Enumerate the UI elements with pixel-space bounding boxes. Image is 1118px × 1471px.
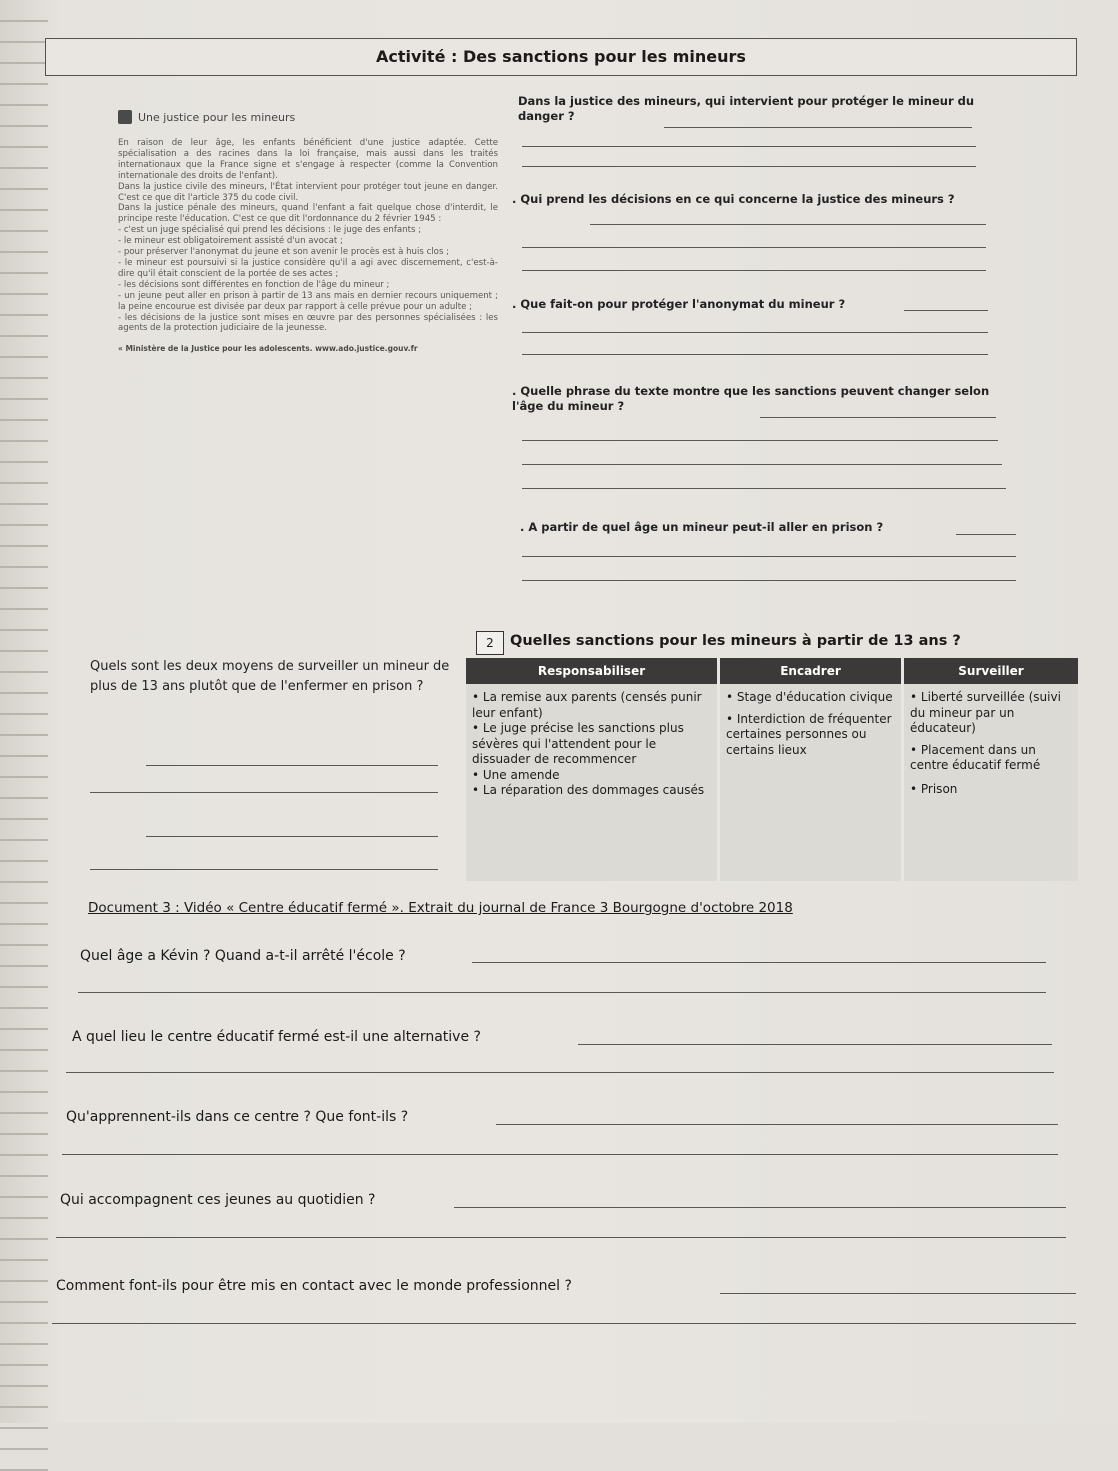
answer-line[interactable] [56,1237,1066,1238]
answer-line[interactable] [522,354,988,355]
answer-line[interactable] [720,1293,1076,1294]
doc1-body [118,138,498,334]
list-item: • Interdiction de fréquenter certaines personnes ou certains lieux [726,711,892,757]
answer-line[interactable] [62,1154,1058,1155]
list-item: • Liberté surveillée (suivi du mineur par un éducateur) [910,690,1061,735]
question-text: Dans la justice des mineurs, qui intervient pour protéger le mineur du danger ? [518,94,975,123]
doc1-paragraph: Dans la justice pénale des mineurs, quand l'enfant a fait quelque chose d'interdit, le principe reste l'éducation. C'est ce que dit l'ordonnance du 2 février 1945 : [118,203,498,225]
document-1 [118,110,498,353]
left-question [90,657,450,697]
list-item: • Prison [910,781,958,796]
doc1-paragraph: - un jeune peut aller en prison à partir de 13 ans mais en dernier recours uniquement ; la peine encourue est divisée par deux par rapport à celle prévue pour un adulte ; [118,290,498,312]
question-4 [512,384,1002,414]
doc1-paragraph: - c'est un juge spécialisé qui prend les décisions : le juge des enfants ; [118,225,422,236]
answer-line[interactable] [522,580,1016,581]
column-header: Surveiller [904,658,1078,684]
column-body [904,684,1078,803]
list-item: • Le juge précise les sanctions plus sévères qui l'attendent pour le dissuader de recommencer [472,721,684,766]
list-item: • Une amende [472,767,560,782]
video-question-4: Qui accompagnent ces jeunes au quotidien ? [60,1192,376,1208]
doc1-heading-text: Une justice pour les mineurs [138,110,296,124]
title-box [45,38,1077,76]
column-body [720,684,901,764]
sanctions-table [466,658,1078,881]
answer-line[interactable] [522,146,976,147]
question-text: . Quelle phrase du texte montre que les sanctions peuvent changer selon l'âge du mineur ? [512,384,990,413]
question-2 [512,192,990,207]
answer-line[interactable] [52,1323,1076,1324]
answer-line[interactable] [454,1207,1066,1208]
doc1-paragraph: - les décisions de la justice sont mises en œuvre par des personnes spécialisées : les agents de la protection judiciaire de la jeunesse. [118,312,498,334]
column-header: Encadrer [720,658,901,684]
answer-line[interactable] [496,1124,1058,1125]
answer-line[interactable] [664,127,972,128]
answer-line[interactable] [522,556,1016,557]
answer-line[interactable] [590,224,986,225]
answer-line[interactable] [522,464,1002,465]
doc2-number-badge: 2 [476,631,504,655]
answer-line[interactable] [578,1044,1052,1045]
answer-line[interactable] [472,962,1046,963]
doc1-paragraph: - les décisions sont différentes en fonction de l'âge du mineur ; [118,279,390,290]
doc2-title: Quelles sanctions pour les mineurs à partir de 13 ans ? [510,633,961,649]
document-2 [466,631,1078,881]
page-title: Activité : Des sanctions pour les mineurs [376,47,746,66]
answer-line[interactable] [90,792,438,793]
question-text: . Que fait-on pour protéger l'anonymat du mineur ? [512,297,846,311]
question-text: Quels sont les deux moyens de surveiller un mineur de plus de 13 ans plutôt que de l'enfermer en prison ? [90,659,450,694]
doc1-number-badge [118,110,132,124]
answer-line[interactable] [522,332,988,333]
answer-line[interactable] [956,534,1016,535]
answer-line[interactable] [66,1072,1054,1073]
doc1-source: « Ministère de la Justice pour les adolescents. www.ado.justice.gouv.fr [118,344,418,354]
doc1-paragraph: - pour préserver l'anonymat du jeune et son avenir le procès est à huis clos ; [118,247,450,258]
column-encadrer [720,658,904,881]
answer-line[interactable] [146,765,438,766]
doc1-paragraph: - le mineur est obligatoirement assisté d'un avocat ; [118,236,343,247]
answer-line[interactable] [760,417,996,418]
video-question-1: Quel âge a Kévin ? Quand a-t-il arrêté l'école ? [80,948,406,964]
answer-line[interactable] [78,992,1046,993]
question-1 [518,94,988,124]
question-text: . Qui prend les décisions en ce qui concerne la justice des mineurs ? [512,192,955,206]
doc1-paragraph: - le mineur est poursuivi si la justice considère qu'il a agi avec discernement, c'est-à-dire qu'il était conscient de la portée de ses actes ; [118,257,498,279]
question-text: . A partir de quel âge un mineur peut-il aller en prison ? [520,520,884,534]
column-body [466,684,717,805]
list-item: • Stage d'éducation civique [726,690,893,704]
column-responsabiliser [466,658,720,881]
answer-line[interactable] [522,488,1006,489]
video-question-2: A quel lieu le centre éducatif fermé est-il une alternative ? [72,1029,481,1045]
answer-line[interactable] [522,247,986,248]
answer-line[interactable] [146,836,438,837]
list-item: • Placement dans un centre éducatif fermé [910,742,1041,772]
column-surveiller [904,658,1078,881]
doc1-heading [118,110,498,124]
answer-line[interactable] [90,869,438,870]
binder-stripes [0,20,48,1420]
column-header: Responsabiliser [466,658,717,684]
answer-line[interactable] [522,440,998,441]
video-question-3: Qu'apprennent-ils dans ce centre ? Que font-ils ? [66,1109,409,1125]
list-item: • La remise aux parents (censés punir leur enfant) [472,690,702,720]
video-question-5: Comment font-ils pour être mis en contact avec le monde professionnel ? [56,1278,572,1294]
answer-line[interactable] [522,166,976,167]
doc1-paragraph: Dans la justice civile des mineurs, l'État intervient pour protéger tout jeune en danger. C'est ce que dit l'article 375 du code civil. [118,181,498,203]
question-5 [520,520,1020,535]
answer-line[interactable] [904,310,988,311]
doc1-paragraph: En raison de leur âge, les enfants bénéficient d'une justice adaptée. Cette spécialisation a des racines dans la loi française, mais aussi dans les traités internationaux que la France signe et s'engage à respecter (comme la Convention internationale des droits de l'enfant). [118,138,498,181]
answer-line[interactable] [522,270,986,271]
list-item: • La réparation des dommages causés [472,783,705,797]
doc3-title: Document 3 : Vidéo « Centre éducatif fermé ». Extrait du journal de France 3 Bourgogne d'octobre 2018 [88,900,793,916]
